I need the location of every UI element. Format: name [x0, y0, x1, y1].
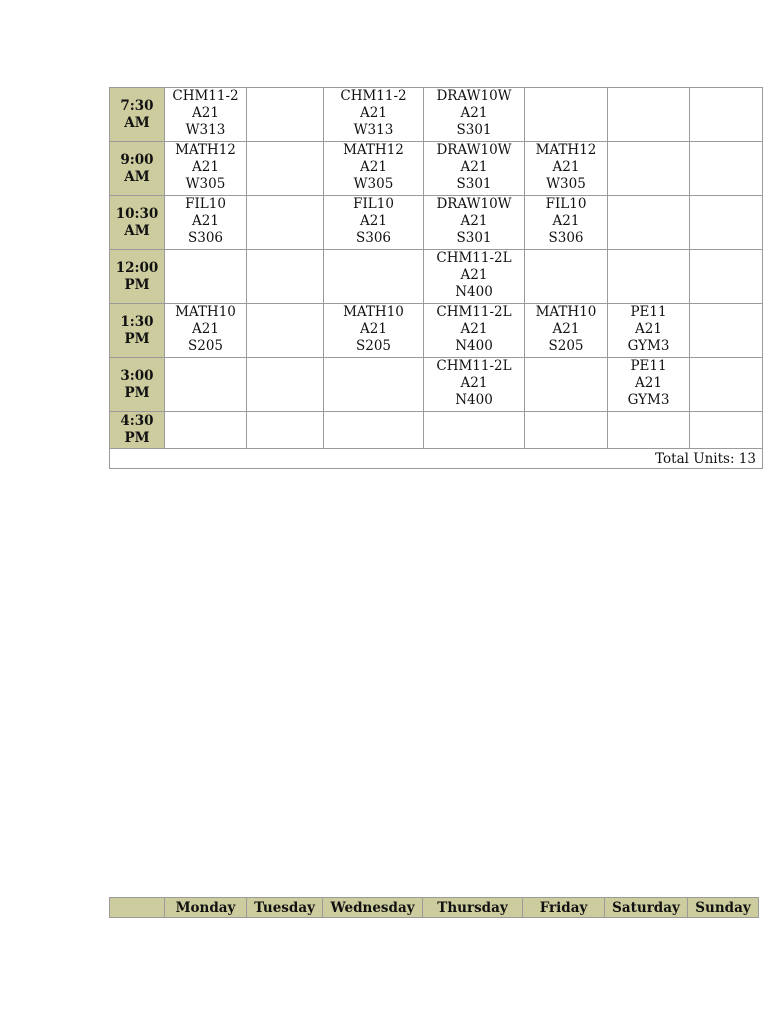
section: A21 [552, 321, 580, 337]
course-code: MATH12 [535, 142, 597, 158]
course-code: MATH10 [535, 304, 597, 320]
day-header-wednesday: Wednesday [323, 898, 423, 918]
course-code: DRAW10W [436, 88, 512, 104]
empty-slot [690, 250, 763, 304]
course-code: MATH12 [175, 142, 236, 158]
section: A21 [460, 159, 488, 175]
course-code: CHM11-2L [436, 358, 512, 374]
empty-slot [608, 250, 690, 304]
empty-slot [424, 412, 525, 449]
schedule-row [110, 142, 763, 196]
section: A21 [635, 375, 662, 391]
weekday-header-row [110, 898, 759, 918]
room: S205 [355, 338, 391, 354]
time-slot-label [110, 142, 165, 196]
section: A21 [635, 321, 662, 337]
schedule-row [110, 358, 763, 412]
schedule-row [110, 88, 763, 142]
class-slot [608, 304, 690, 358]
schedule-row [110, 412, 763, 449]
room: S205 [187, 338, 223, 354]
section: A21 [360, 321, 387, 337]
class-slot [424, 88, 525, 142]
section: A21 [192, 159, 219, 175]
room: W305 [353, 176, 394, 192]
course-code: MATH12 [343, 142, 404, 158]
empty-slot [690, 88, 763, 142]
room: S306 [355, 230, 391, 246]
room: W313 [185, 122, 226, 138]
class-slot [165, 304, 247, 358]
class-slot [324, 304, 424, 358]
class-slot [424, 196, 525, 250]
room: GYM3 [627, 338, 670, 354]
room: S301 [456, 176, 492, 192]
day-header-sunday: Sunday [688, 898, 759, 918]
room: N400 [455, 338, 493, 354]
empty-slot [247, 358, 324, 412]
day-header-blank [110, 898, 165, 918]
day-header-monday: Monday [165, 898, 247, 918]
total-units: Total Units: 13 [110, 449, 763, 469]
class-slot [324, 88, 424, 142]
class-slot [424, 250, 525, 304]
class-slot [424, 142, 525, 196]
empty-slot [165, 412, 247, 449]
empty-slot [608, 412, 690, 449]
section: A21 [552, 159, 580, 175]
schedule-row [110, 250, 763, 304]
section: A21 [460, 321, 488, 337]
time-value: 1:30 [120, 313, 154, 330]
room: W305 [185, 176, 226, 192]
course-code: DRAW10W [436, 142, 512, 158]
course-code: MATH10 [343, 304, 404, 320]
room: S301 [456, 230, 492, 246]
empty-slot [324, 358, 424, 412]
time-value: 9:00 [120, 151, 154, 168]
schedule-row [110, 196, 763, 250]
time-value: 10:30 [115, 205, 159, 222]
course-code: CHM11-2L [436, 304, 512, 320]
weekday-header-table [109, 897, 759, 918]
empty-slot [247, 142, 324, 196]
empty-slot [525, 412, 608, 449]
section: A21 [460, 213, 488, 229]
class-slot [608, 358, 690, 412]
course-code: CHM11-2L [436, 250, 512, 266]
time-slot-label [110, 88, 165, 142]
section: A21 [552, 213, 580, 229]
empty-slot [525, 88, 608, 142]
empty-slot [165, 358, 247, 412]
time-period: PM [124, 330, 150, 347]
section: A21 [192, 213, 219, 229]
course-code: FIL10 [185, 196, 226, 212]
time-period: PM [124, 276, 150, 293]
empty-slot [690, 358, 763, 412]
empty-slot [247, 250, 324, 304]
room: N400 [455, 284, 493, 300]
course-code: MATH10 [175, 304, 236, 320]
section: A21 [360, 159, 387, 175]
time-value: 7:30 [120, 97, 154, 114]
class-slot [525, 196, 608, 250]
time-slot-label [110, 412, 165, 449]
class-slot [165, 142, 247, 196]
course-code: FIL10 [545, 196, 587, 212]
time-slot-label [110, 196, 165, 250]
section: A21 [360, 105, 387, 121]
room: N400 [455, 392, 493, 408]
class-slot [324, 142, 424, 196]
class-slot [165, 196, 247, 250]
empty-slot [525, 358, 608, 412]
empty-slot [525, 250, 608, 304]
empty-slot [247, 88, 324, 142]
schedule-row [110, 304, 763, 358]
room: S301 [456, 122, 492, 138]
day-header-saturday: Saturday [605, 898, 688, 918]
day-header-thursday: Thursday [423, 898, 523, 918]
course-code: FIL10 [353, 196, 394, 212]
time-slot-label [110, 304, 165, 358]
room: S205 [548, 338, 584, 354]
section: A21 [460, 375, 488, 391]
day-header-tuesday: Tuesday [247, 898, 323, 918]
time-slot-label [110, 250, 165, 304]
course-code: DRAW10W [436, 196, 512, 212]
section: A21 [460, 105, 488, 121]
course-code: CHM11-2 [340, 88, 407, 104]
course-code: CHM11-2 [172, 88, 239, 104]
empty-slot [690, 412, 763, 449]
room: S306 [187, 230, 223, 246]
class-slot [525, 304, 608, 358]
time-value: 12:00 [115, 259, 159, 276]
section: A21 [360, 213, 387, 229]
empty-slot [324, 412, 424, 449]
section: A21 [460, 267, 488, 283]
room: GYM3 [627, 392, 670, 408]
time-period: AM [124, 168, 150, 185]
room: S306 [548, 230, 584, 246]
course-code: PE11 [630, 304, 667, 320]
class-slot [525, 142, 608, 196]
section: A21 [192, 321, 219, 337]
class-slot [165, 88, 247, 142]
empty-slot [247, 412, 324, 449]
class-slot [424, 358, 525, 412]
empty-slot [247, 196, 324, 250]
class-slot [424, 304, 525, 358]
time-value: 3:00 [120, 367, 154, 384]
class-slot [324, 196, 424, 250]
empty-slot [608, 142, 690, 196]
empty-slot [690, 196, 763, 250]
room: W313 [353, 122, 394, 138]
empty-slot [608, 88, 690, 142]
time-period: AM [124, 114, 150, 131]
empty-slot [165, 250, 247, 304]
class-schedule-table [109, 87, 763, 469]
room: W305 [546, 176, 586, 192]
day-header-friday: Friday [523, 898, 605, 918]
course-code: PE11 [630, 358, 667, 374]
time-period: AM [124, 222, 150, 239]
time-period: PM [124, 384, 150, 401]
time-slot-label [110, 358, 165, 412]
time-period: PM [124, 430, 150, 446]
empty-slot [608, 196, 690, 250]
total-row [110, 449, 763, 469]
empty-slot [690, 142, 763, 196]
empty-slot [690, 304, 763, 358]
time-value: 4:30 [120, 413, 154, 429]
section: A21 [192, 105, 219, 121]
empty-slot [324, 250, 424, 304]
empty-slot [247, 304, 324, 358]
